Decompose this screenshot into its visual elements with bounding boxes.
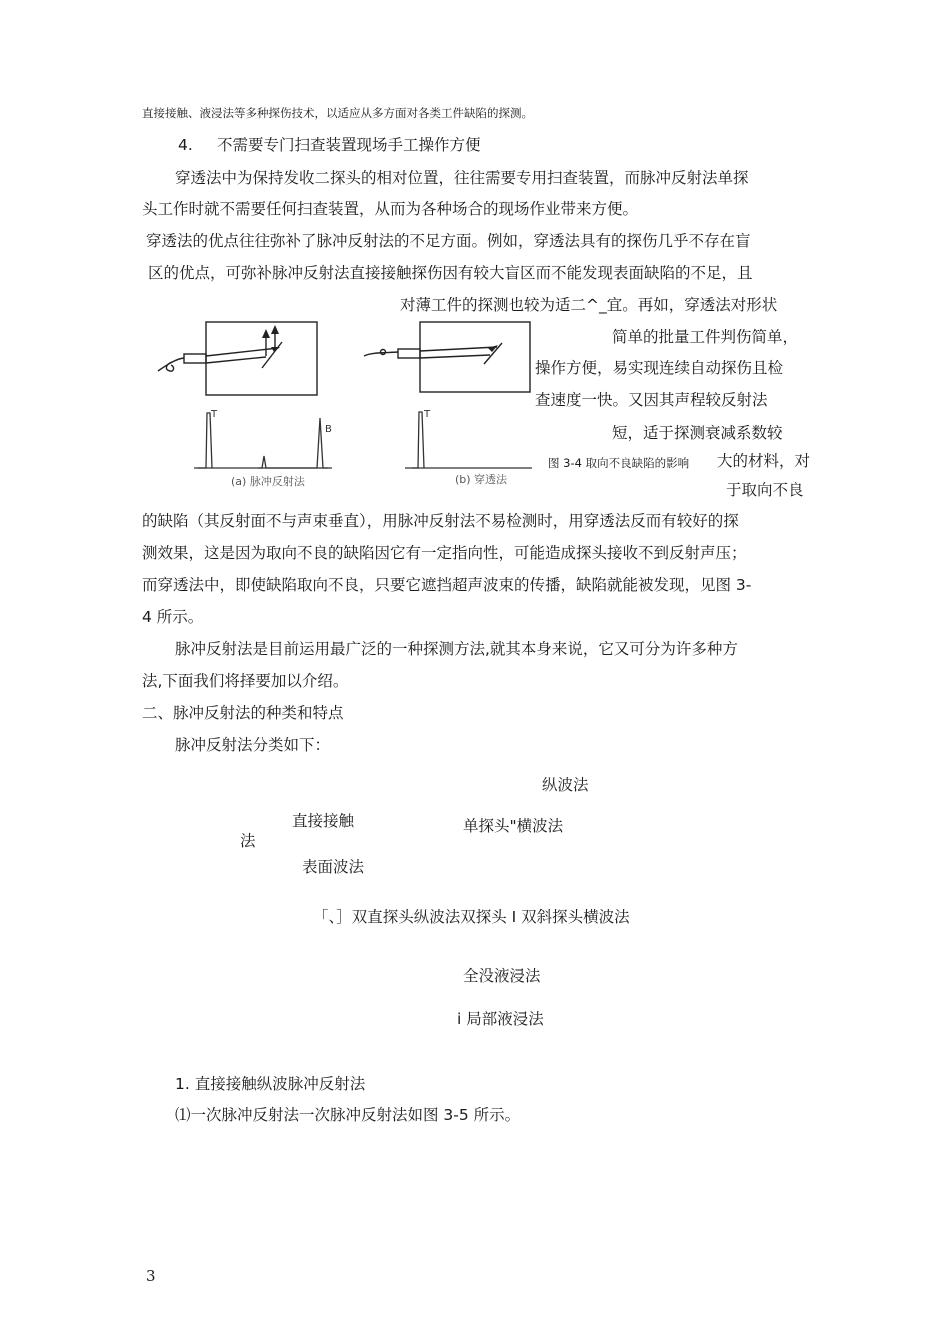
- classification-intro: 脉冲反射法分类如下：: [175, 736, 331, 754]
- item-1-heading: 1. 直接接触纵波脉冲反射法: [175, 1075, 366, 1093]
- tree-longitudinal-wave: 纵波法: [542, 776, 589, 794]
- figure-a-label: (a) 脉冲反射法: [231, 475, 305, 488]
- figure-b-label: (b) 穿透法: [455, 473, 508, 486]
- peak-t-label-b: T: [424, 409, 431, 420]
- tree-local-immersion: i 局部液浸法: [457, 1010, 544, 1028]
- tree-dual-probe: 「、］双直探头纵波法双探头 I 双斜探头横波法: [313, 908, 630, 926]
- item-4-heading: 不需要专门扫查装置现场手工操作方便: [217, 136, 481, 154]
- item-1-1-text: ⑴一次脉冲反射法一次脉冲反射法如图 3-5 所示。: [175, 1106, 521, 1124]
- paragraph-3-line-1: 的缺陷（其反射面不与声束垂直），用脉冲反射法不易检测时，用穿透法反而有较好的探: [142, 512, 739, 530]
- top-line: 直接接触、液浸法等多种探伤技术，以适应从多方面对各类工件缺陷的探测。: [142, 106, 533, 120]
- section-heading-2: 二、脉冲反射法的种类和特点: [142, 704, 344, 722]
- wrap-line-6: 大的材料，对: [717, 452, 811, 470]
- wrap-line-2: 简单的批量工件判伤简单，: [612, 328, 799, 346]
- tree-full-immersion: 全没液浸法: [463, 967, 541, 985]
- figure-a-waveform: [194, 413, 332, 468]
- wrap-line-3: 操作方便，易实现连续自动探伤且检: [535, 359, 784, 377]
- paragraph-4-line-2: 法,下面我们将择要加以介绍。: [142, 672, 349, 690]
- paragraph-3-line-4: 4 所示。: [142, 608, 204, 626]
- tree-single-probe: 单探头"横波法: [463, 817, 564, 835]
- wrap-line-7: 于取向不良: [726, 481, 804, 499]
- paragraph-2-line-2: 区的优点，可弥补脉冲反射法直接接触探伤因有较大盲区而不能发现表面缺陷的不足，且: [148, 264, 753, 282]
- paragraph-2-line-1: 穿透法的优点往往弥补了脉冲反射法的不足方面。例如，穿透法具有的探伤几乎不存在盲: [146, 232, 751, 250]
- page-number: 3: [146, 1267, 156, 1285]
- paragraph-3-line-3: 而穿透法中，即使缺陷取向不良，只要它遮挡超声波束的传播，缺陷就能被发现，见图 3-: [142, 576, 752, 594]
- paragraph-4-line-1: 脉冲反射法是目前运用最广泛的一种探测方法,就其本身来说，它又可分为许多种方: [175, 640, 738, 658]
- wrap-line-5: 短，适于探测衰减系数较: [612, 424, 783, 442]
- figure-caption: 图 3-4 取向不良缺陷的影响: [548, 456, 690, 470]
- tree-surface-wave: 表面波法: [302, 858, 365, 876]
- paragraph-1-line-1: 穿透法中为保持发收二探头的相对位置，往往需要专用扫查装置，而脉冲反射法单探: [175, 169, 749, 187]
- peak-b-label: B: [325, 424, 332, 435]
- tree-fa: 法: [240, 832, 256, 850]
- figure-b-waveform: [405, 412, 532, 468]
- peak-t-label-a: T: [211, 409, 218, 420]
- figure-a-probe-diagram: [158, 322, 317, 395]
- tree-direct-contact: 直接接触: [292, 812, 355, 830]
- wrap-line-4: 查速度一快。又因其声程较反射法: [535, 391, 768, 409]
- figure-b-probe-diagram: [364, 322, 530, 392]
- wrap-line-1: 对薄工件的探测也较为适二^_宜。再如，穿透法对形状: [400, 296, 778, 314]
- paragraph-3-line-2: 测效果，这是因为取向不良的缺陷因它有一定指向性，可能造成探头接收不到反射声压；: [142, 544, 747, 562]
- paragraph-1-line-2: 头工作时就不需要任何扫查装置，从而为各种场合的现场作业带来方便。: [142, 200, 639, 218]
- item-4-number: 4.: [178, 136, 193, 154]
